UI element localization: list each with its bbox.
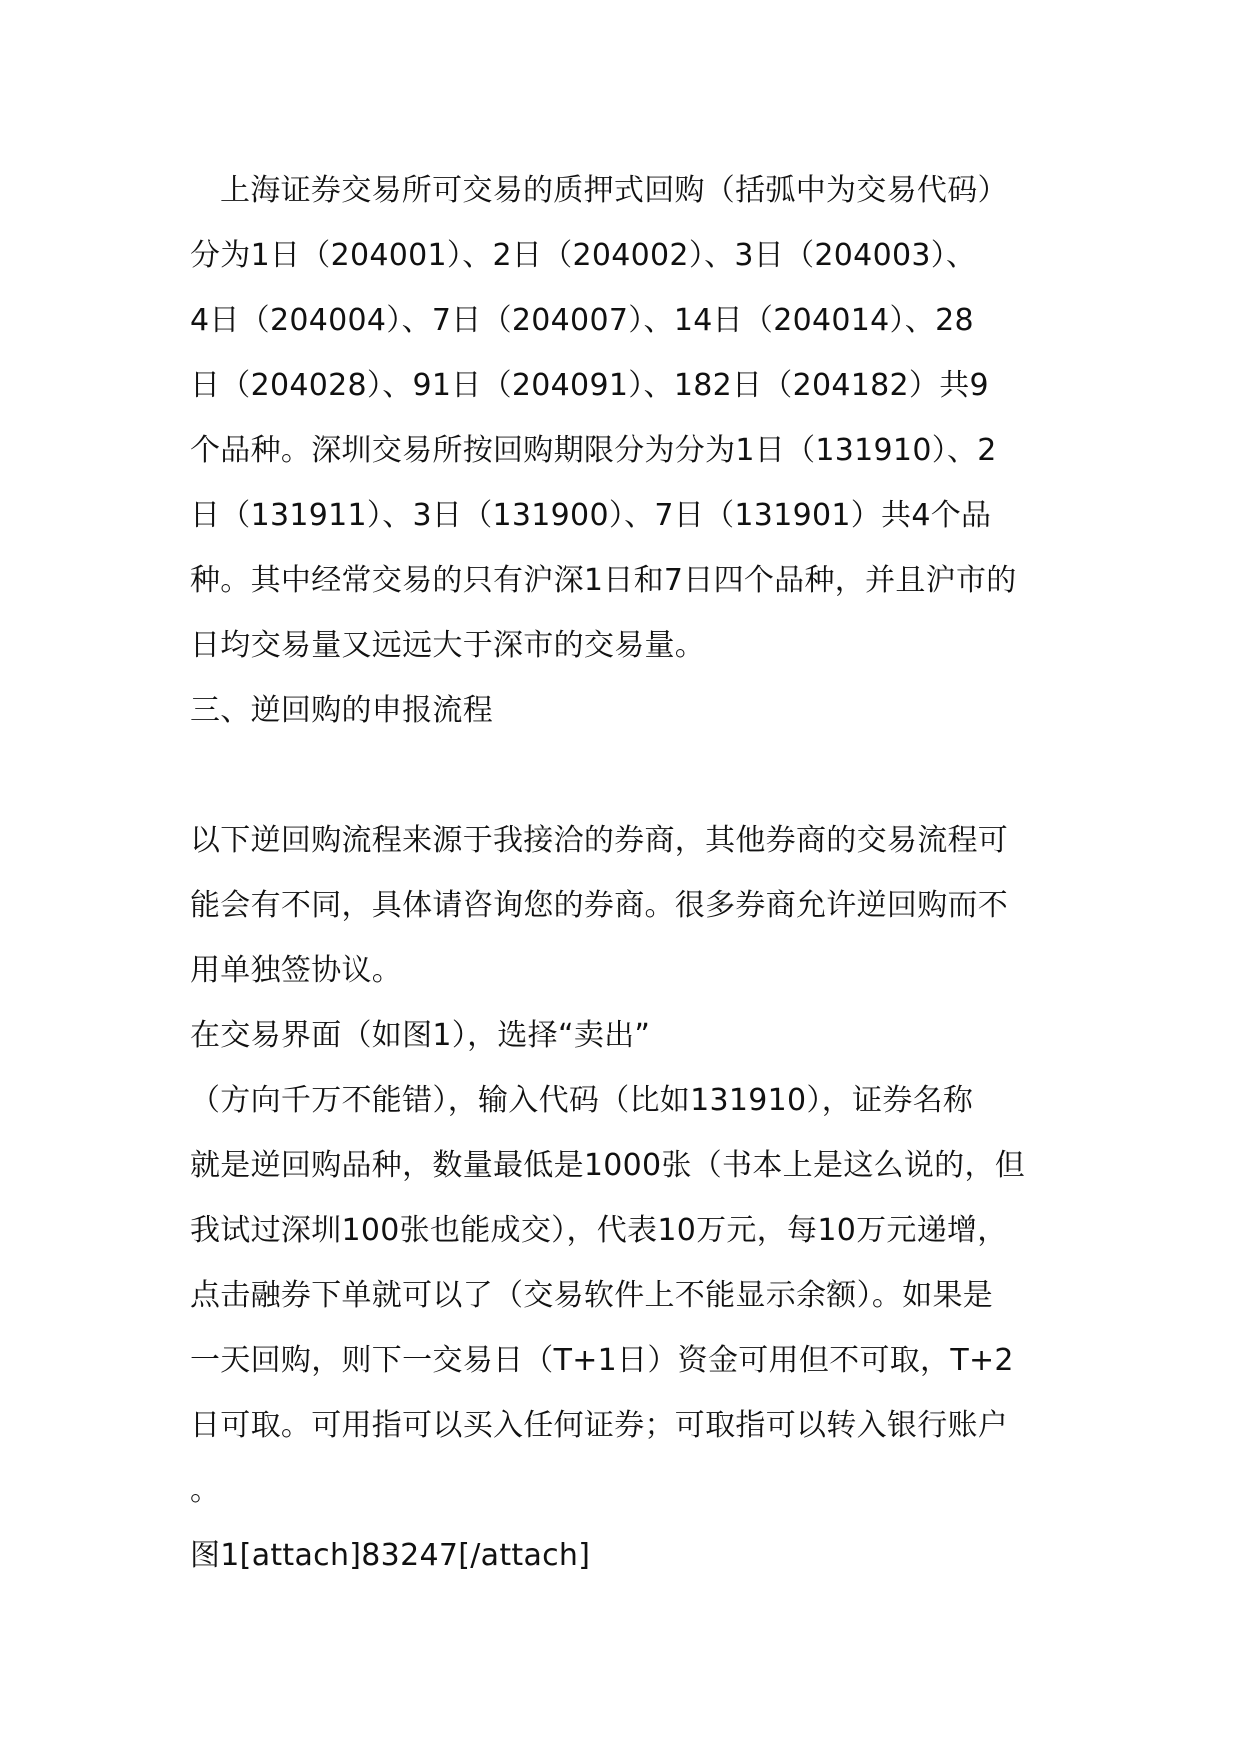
paragraph-line: 个品种。深圳交易所按回购期限分为分为1日（131910）、2 xyxy=(190,433,997,468)
paragraph-line: 分为1日（204001）、2日（204002）、3日（204003）、 xyxy=(190,238,977,273)
paragraph-line: （方向千万不能错），输入代码（比如131910），证券名称 xyxy=(190,1083,974,1118)
paragraph-line: 点击融券下单就可以了（交易软件上不能显示余额）。如果是 xyxy=(190,1278,994,1313)
paragraph-line: 种。其中经常交易的只有沪深1日和7日四个品种，并且沪市的 xyxy=(190,563,1017,598)
paragraph-line: 日均交易量又远远大于深市的交易量。 xyxy=(190,628,706,663)
paragraph-exchange-varieties xyxy=(190,158,1075,678)
paragraph-broker-note xyxy=(190,808,1075,1003)
paragraph-line: 以下逆回购流程来源于我接洽的券商，其他券商的交易流程可 xyxy=(190,823,1009,858)
paragraph-line: 我试过深圳100张也能成交），代表10万元，每10万元递增， xyxy=(190,1213,1008,1248)
paragraph-line: 4日（204004）、7日（204007）、14日（204014）、28 xyxy=(190,303,974,338)
document-body xyxy=(190,158,1075,1588)
paragraph-line: 日（204028）、91日（204091）、182日（204182）共9 xyxy=(190,368,989,403)
paragraph-line: 一天回购，则下一交易日（T+1日）资金可用但不可取，T+2 xyxy=(190,1343,1014,1378)
paragraph-line: 能会有不同，具体请咨询您的券商。很多券商允许逆回购而不 xyxy=(190,888,1009,923)
paragraph-line: 上海证券交易所可交易的质押式回购（括弧中为交易代码） xyxy=(220,173,1008,208)
paragraph-line: 日可取。可用指可以买入任何证券；可取指可以转入银行账户 xyxy=(190,1408,1009,1443)
paragraph-procedure xyxy=(190,1003,1075,1523)
paragraph-line: 日（131911）、3日（131900）、7日（131901）共4个品 xyxy=(190,498,992,533)
blank-line xyxy=(190,743,1075,808)
paragraph-line: 用单独签协议。 xyxy=(190,953,403,988)
figure-caption: 图1[attach]83247[/attach] xyxy=(190,1538,591,1573)
section-heading: 三、逆回购的申报流程 xyxy=(190,693,493,728)
paragraph-line: 在交易界面（如图1），选择“卖出” xyxy=(190,1018,651,1053)
paragraph-line: 就是逆回购品种，数量最低是1000张（书本上是这么说的，但 xyxy=(190,1148,1026,1183)
paragraph-line: 。 xyxy=(190,1473,221,1508)
